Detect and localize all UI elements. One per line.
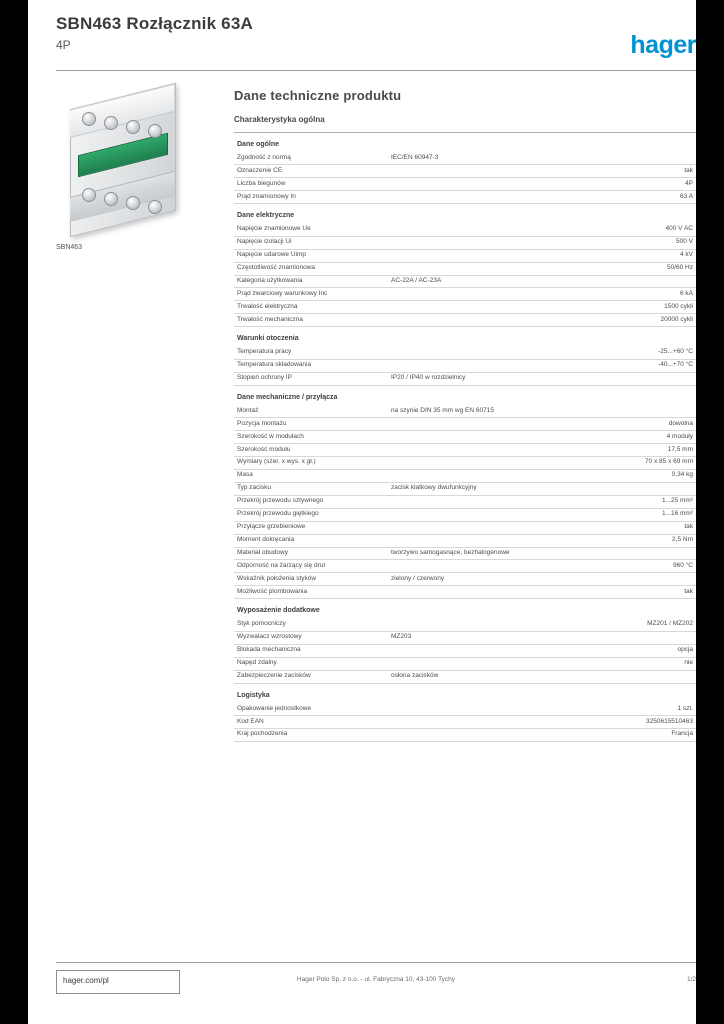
spec-detail: MZ203	[388, 631, 542, 644]
table-row	[234, 703, 696, 715]
spec-label: Szerokość w modułach	[234, 430, 388, 443]
spec-detail	[388, 301, 542, 314]
spec-value: -25...+60 °C	[542, 347, 696, 359]
terminal-icon	[104, 192, 118, 206]
group-header-label: Dane ogólne	[237, 141, 280, 148]
spec-detail	[388, 314, 542, 327]
document-footer	[56, 970, 696, 1004]
spec-detail: zacisk klatkowy dwufunkcyjny	[388, 482, 542, 495]
table-row	[234, 573, 696, 586]
spec-value: dowolna	[542, 418, 696, 431]
table-row	[234, 165, 696, 178]
terminal-icon	[126, 196, 140, 210]
spec-label: Przekrój przewodu sztywnego	[234, 495, 388, 508]
section-subhead: Charakterystyka ogólna	[234, 115, 325, 124]
spec-label: Częstotliwość znamionowa	[234, 262, 388, 275]
spec-value: 4 moduły	[542, 430, 696, 443]
spec-detail	[388, 288, 542, 301]
spec-label: Masa	[234, 469, 388, 482]
table-row	[234, 482, 696, 495]
spec-value: 400 V AC	[542, 224, 696, 236]
table-row	[234, 521, 696, 534]
spec-detail: IP20 / IP40 w rozdzielnicy	[388, 372, 542, 385]
spec-detail	[388, 418, 542, 431]
spec-detail	[388, 534, 542, 547]
spec-label: Zgodność z normą	[234, 152, 388, 164]
spec-value: 4P	[542, 178, 696, 191]
spec-label: Napięcie izolacji Ui	[234, 236, 388, 249]
spec-label: Wskaźnik położenia styków	[234, 573, 388, 586]
table-row	[234, 508, 696, 521]
spec-detail	[388, 560, 542, 573]
table-row	[234, 405, 696, 417]
page-number: 1/2	[686, 976, 696, 983]
table-row	[234, 224, 696, 236]
terminal-icon	[148, 200, 162, 214]
group-header-row	[234, 204, 696, 223]
table-row	[234, 430, 696, 443]
spec-detail	[388, 178, 542, 191]
group-header-label: Logistyka	[237, 691, 270, 699]
spec-value: 3250615510463	[542, 715, 696, 728]
table-row	[234, 469, 696, 482]
group-header-row	[234, 599, 696, 618]
spec-label: Zabezpieczenie zacisków	[234, 670, 388, 683]
terminal-icon	[82, 188, 96, 202]
spec-value: nie	[542, 657, 696, 670]
logo-text: hager	[630, 31, 696, 59]
table-row	[234, 586, 696, 599]
spec-label: Możliwość plombowania	[234, 586, 388, 599]
spec-detail	[388, 443, 542, 456]
spec-label: Styk pomocniczy	[234, 619, 388, 631]
table-row	[234, 443, 696, 456]
table-row	[234, 670, 696, 683]
spec-detail: osłona zacisków	[388, 670, 542, 683]
spec-value: 1...16 mm²	[542, 508, 696, 521]
spec-label: Przekrój przewodu giętkiego	[234, 508, 388, 521]
spec-label: Wyzwalacz wzrostowy	[234, 631, 388, 644]
spec-label: Napęd zdalny	[234, 657, 388, 670]
spec-value: opcja	[542, 644, 696, 657]
spec-label: Przyłącze grzebieniowe	[234, 521, 388, 534]
table-row	[234, 191, 696, 204]
table-row	[234, 560, 696, 573]
table-row	[234, 249, 696, 262]
section-title: Dane techniczne produktu	[234, 88, 402, 103]
company-address: Hager Polo Sp. z o.o. - ul. Fabryczna 10, 43-100 Tychy	[296, 976, 456, 983]
table-row	[234, 657, 696, 670]
table-row	[234, 236, 696, 249]
spec-value	[542, 152, 696, 164]
product-figure	[56, 88, 216, 251]
spec-value	[542, 573, 696, 586]
table-row	[234, 301, 696, 314]
spec-detail	[388, 236, 542, 249]
spec-value	[542, 631, 696, 644]
spec-value	[542, 482, 696, 495]
spec-value: tak	[542, 521, 696, 534]
spec-label: Kategoria użytkowania	[234, 275, 388, 288]
spec-table	[234, 132, 696, 742]
spec-value	[542, 275, 696, 288]
spec-label: Temperatura składowania	[234, 359, 388, 372]
terminal-icon	[104, 116, 118, 130]
spec-detail	[388, 715, 542, 728]
group-header-label: Wyposażenie dodatkowe	[237, 607, 320, 615]
product-image	[56, 88, 188, 236]
spec-value: MZ201 / MZ202	[542, 619, 696, 631]
spec-label: Materiał obudowy	[234, 547, 388, 560]
terminal-icon	[126, 120, 140, 134]
spec-value: 500 V	[542, 236, 696, 249]
spec-label: Blokada mechaniczna	[234, 644, 388, 657]
website-url[interactable]: hager.com/pl	[63, 976, 109, 985]
spec-label: Kraj pochodzenia	[234, 728, 388, 741]
spec-label: Prąd znamionowy In	[234, 191, 388, 204]
table-row	[234, 288, 696, 301]
spec-value	[542, 670, 696, 683]
table-row	[234, 372, 696, 385]
terminal-icon	[82, 112, 96, 126]
spec-label: Trwałość elektryczna	[234, 301, 388, 314]
spec-detail: IEC/EN 60947-3	[388, 152, 542, 164]
table-row	[234, 314, 696, 327]
spec-value: Francja	[542, 728, 696, 741]
spec-value: 20000 cykli	[542, 314, 696, 327]
spec-label: Trwałość mechaniczna	[234, 314, 388, 327]
spec-detail	[388, 657, 542, 670]
spec-value: 63 A	[542, 191, 696, 204]
spec-label: Oznaczenie CE	[234, 165, 388, 178]
table-row	[234, 728, 696, 741]
spec-label: Napięcie znamionowe Ue	[234, 224, 388, 236]
spec-detail	[388, 430, 542, 443]
spec-value: 50/60 Hz	[542, 262, 696, 275]
spec-detail	[388, 347, 542, 359]
spec-detail	[388, 619, 542, 631]
table-row	[234, 619, 696, 631]
table-row	[234, 456, 696, 469]
table-row	[234, 644, 696, 657]
spec-label: Wymiary (szer. x wys. x gł.)	[234, 456, 388, 469]
spec-value: 0,34 kg	[542, 469, 696, 482]
table-row	[234, 715, 696, 728]
hager-logo	[588, 32, 696, 58]
terminal-icon	[148, 124, 162, 138]
page-title: SBN463 Rozłącznik 63A	[56, 14, 253, 33]
table-row	[234, 547, 696, 560]
spec-label: Odporność na żarzący się drut	[234, 560, 388, 573]
spec-value	[542, 405, 696, 417]
spec-label: Liczba biegunów	[234, 178, 388, 191]
table-row	[234, 275, 696, 288]
spec-value: 1...25 mm²	[542, 495, 696, 508]
spec-detail	[388, 165, 542, 178]
spec-detail	[388, 191, 542, 204]
header-divider	[56, 70, 696, 71]
spec-label: Temperatura pracy	[234, 347, 388, 359]
table-row	[234, 534, 696, 547]
spec-value: tak	[542, 586, 696, 599]
spec-value: -40...+70 °C	[542, 359, 696, 372]
table-row	[234, 347, 696, 359]
table-row	[234, 359, 696, 372]
spec-label: Typ zacisku	[234, 482, 388, 495]
spec-label: Szerokość modułu	[234, 443, 388, 456]
spec-value: 2,5 Nm	[542, 534, 696, 547]
spec-value: 1 szt.	[542, 703, 696, 715]
spec-detail	[388, 586, 542, 599]
spec-value: 1500 cykli	[542, 301, 696, 314]
group-header-label: Dane elektryczne	[237, 212, 295, 220]
spec-detail	[388, 249, 542, 262]
table-row	[234, 262, 696, 275]
spec-detail	[388, 508, 542, 521]
spec-value: 4 kV	[542, 249, 696, 262]
spec-label: Moment dokręcania	[234, 534, 388, 547]
spec-detail	[388, 224, 542, 236]
spec-label: Opakowanie jednostkowe	[234, 703, 388, 715]
table-row	[234, 178, 696, 191]
spec-label: Kod EAN	[234, 715, 388, 728]
spec-value	[542, 547, 696, 560]
spec-label: Pozycja montażu	[234, 418, 388, 431]
spec-detail	[388, 521, 542, 534]
group-header-row	[234, 684, 696, 703]
spec-detail: tworzywo samogasnące, bezhalogenowe	[388, 547, 542, 560]
spec-value: 960 °C	[542, 560, 696, 573]
group-header-row	[234, 327, 696, 346]
spec-detail	[388, 262, 542, 275]
page-subtitle: 4P	[56, 38, 71, 52]
spec-detail: na szynie DIN 35 mm wg EN 60715	[388, 405, 542, 417]
footer-divider	[56, 962, 696, 963]
spec-value	[542, 372, 696, 385]
table-row	[234, 152, 696, 164]
technical-data-section	[234, 88, 696, 742]
spec-value: tak	[542, 165, 696, 178]
table-row	[234, 418, 696, 431]
spec-label: Stopień ochrony IP	[234, 372, 388, 385]
spec-value: 70 x 85 x 69 mm	[542, 456, 696, 469]
spec-detail	[388, 703, 542, 715]
spec-detail	[388, 495, 542, 508]
table-row	[234, 495, 696, 508]
group-header-label: Dane mechaniczne / przyłącza	[237, 393, 338, 401]
spec-detail: zielony / czerwony	[388, 573, 542, 586]
document-header	[56, 14, 696, 66]
spec-label: Napięcie udarowe Uimp	[234, 249, 388, 262]
spec-detail	[388, 456, 542, 469]
spec-detail	[388, 469, 542, 482]
document-page	[28, 0, 696, 1024]
spec-detail: AC-22A / AC-23A	[388, 275, 542, 288]
spec-value: 6 kA	[542, 288, 696, 301]
spec-detail	[388, 644, 542, 657]
spec-detail	[388, 728, 542, 741]
spec-label: Montaż	[234, 405, 388, 417]
group-header-label: Warunki otoczenia	[237, 335, 299, 343]
group-header-row	[234, 386, 696, 405]
spec-label: Prąd zwarciowy warunkowy Inc	[234, 288, 388, 301]
table-row	[234, 631, 696, 644]
spec-value: 17,5 mm	[542, 443, 696, 456]
spec-detail	[388, 359, 542, 372]
group-header-row	[234, 133, 696, 152]
figure-caption: SBN463	[56, 244, 83, 251]
